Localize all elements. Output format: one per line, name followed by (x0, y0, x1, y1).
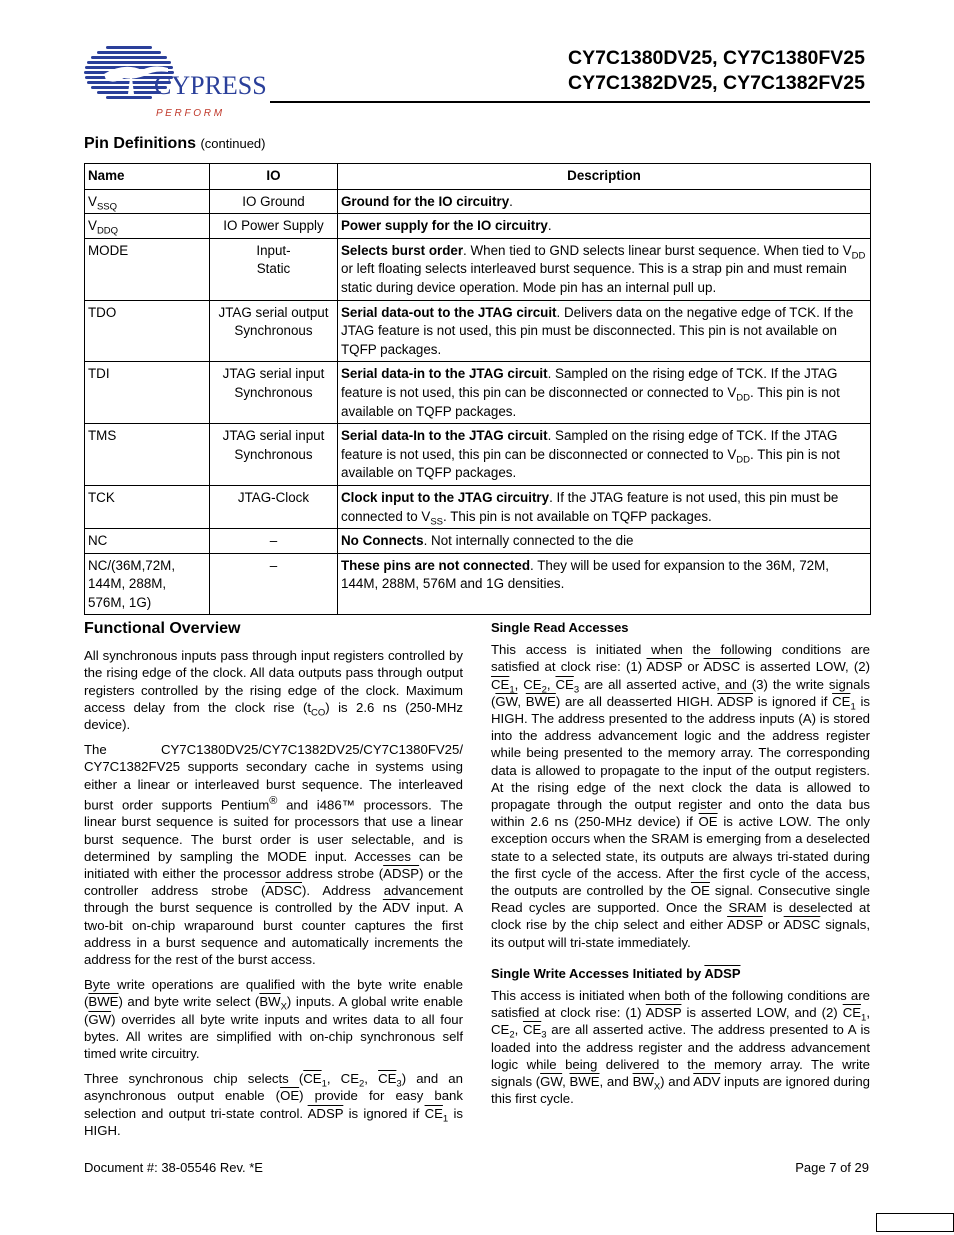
pin-name: NC (85, 529, 210, 554)
functional-overview-column (84, 620, 463, 1147)
table-row (85, 300, 871, 362)
pin-definitions-table (84, 163, 871, 615)
single-write-heading: Single Write Accesses Initiated by ADSP (491, 965, 741, 981)
table-row (85, 214, 871, 239)
brand-tagline: P E R F O R M (156, 108, 223, 119)
document-title (470, 46, 865, 96)
paragraph: All synchronous inputs pass through input registers controlled by the rising edge of the clock. All data outputs pass through output registers controlled by the rising edge of the clock. Maximum access delay from the clock rise $(t_{CO})$ is 2.6 ns (250-MHz device). (84, 648, 463, 733)
functional-overview-heading: Functional Overview (84, 620, 241, 637)
pin-name: $V_{DDQ}$ (85, 214, 210, 239)
pin-description: No Connects. Not internally connected to the die (338, 529, 871, 554)
access-modes-column (491, 619, 870, 1115)
header-description: Description (338, 164, 871, 190)
pin-io: – (210, 529, 338, 554)
table-row (85, 485, 871, 528)
header-rule (270, 101, 870, 103)
pin-name: NC/(36M,72M, 144M, 288M, 576M, 1G) (85, 553, 210, 615)
pin-name: TCK (85, 485, 210, 528)
paragraph: Three synchronous chip selects ($\overline{CE}_1$, $CE_2$, $\overline{CE}_3$) and an asynchronous output enable $(\overline{OE})$ provide for easy bank selection and output tri-state control. ADSP is ignored if $\overline{CE}_1$ is HIGH. (84, 1071, 463, 1138)
pin-io: JTAG serial input Synchronous (210, 362, 338, 424)
table-row (85, 529, 871, 554)
pin-io: – (210, 553, 338, 615)
page-number: Page 7 of 29 (795, 1160, 869, 1175)
pin-description: Clock input to the JTAG circuitry. If the JTAG feature is not used, this pin must be connected to $V_{SS}$. This pin is not available on TQFP packages. (338, 485, 871, 528)
pin-definitions-heading: Pin Definitions (84, 135, 196, 152)
single-read-heading: Single Read Accesses (491, 620, 629, 635)
pin-description: Ground for the IO circuitry. (338, 189, 871, 214)
pin-name: TDI (85, 362, 210, 424)
title-line-1: CY7C1380DV25, CY7C1380FV25 (567, 47, 865, 69)
table-row (85, 362, 871, 424)
pin-name: TDO (85, 300, 210, 362)
pin-io: IO Ground (210, 189, 338, 214)
document-number: Document #: 38-05546 Rev. *E (84, 1160, 263, 1175)
pin-description: Serial data-in to the JTAG circuit. Sampled on the rising edge of TCK. If the JTAG feature is not used, this pin can be disconnected or connected to $V_{DD}$. This pin is not available on TQFP packages. (338, 362, 871, 424)
pin-io: IO Power Supply (210, 214, 338, 239)
pin-io: JTAG-Clock (210, 485, 338, 528)
pin-description: Power supply for the IO circuitry. (338, 214, 871, 239)
table-row (85, 189, 871, 214)
paragraph: The CY7C1380DV25/CY7C1382DV25/CY7C1380FV25/ CY7C1382FV25 supports secondary cache in systems using either a linear or interleaved burst sequence. The interleaved burst order supports Pentium® and i486™ processors. The linear burst sequence is suited for processors that use a linear burst sequence. The burst order is user selectable, and is determined by sampling the MODE input. Accesses can be initiated with either the processor address strobe (ADSP) or the controller address strobe (ADSC). Address advancement through the burst sequence is controlled by the $\overline{ADV}$ input. A two-bit on-chip wraparound burst counter captures the first address in a burst sequence and automatically increments the address for the rest of the burst access. (84, 742, 463, 968)
header-io: IO (210, 164, 338, 190)
pin-name: TMS (85, 424, 210, 486)
pin-name: $V_{SSQ}$ (85, 189, 210, 214)
pin-description: Selects burst order. When tied to GND selects linear burst sequence. When tied to $V_{DD}$ or left floating selects interleaved burst sequence. This is a strap pin and must remain static during device operation. Mode pin has an internal pull up. (338, 238, 871, 300)
pin-io: Input- Static (210, 238, 338, 300)
title-line-2: CY7C1382DV25, CY7C1382FV25 (567, 72, 865, 94)
pin-name: MODE (85, 238, 210, 300)
pin-description: These pins are not connected. They will be used for expansion to the 36M, 72M, 144M, 288M, 576M and 1G densities. (338, 553, 871, 615)
table-row (85, 424, 871, 486)
brand-name: CYPRESS (154, 71, 267, 100)
cypress-logo (84, 44, 268, 120)
pin-io: JTAG serial input Synchronous (210, 424, 338, 486)
table-header-row (85, 164, 871, 190)
paragraph: Byte write operations are qualified with the byte write enable $(\overline{BWE})$ and byte write select $(\overline{BW}_X)$ inputs. A global write enable $(\overline{GW})$ overrides all byte write inputs and writes data to all four bytes. All writes are simplified with on-chip synchronous self timed write circuitry. (84, 977, 464, 1062)
pin-definitions-title (84, 135, 266, 153)
pin-description: Serial data-In to the JTAG circuit. Sampled on the rising edge of TCK. If the JTAG feature is not used, this pin can be disconnected or connected to $V_{DD}$. This pin is not available on TQFP packages. (338, 424, 871, 486)
paragraph: This access is initiated when both of the following conditions are satisfied at clock rise: (1) ADSP is asserted LOW, and (2) $\overline{CE}_1$, $CE_2$, $\overline{CE}_3$ are all asserted active. The address presented to A is loaded into the address register and the address advancement logic while being delivered to the memory array. The write signals ($\overline{GW}$, $\overline{BWE}$, and $\overline{BW}_X$) and $\overline{ADV}$ inputs are ignored during this first cycle. (491, 988, 871, 1107)
pin-description: Serial data-out to the JTAG circuit. Delivers data on the negative edge of TCK. If the JTAG feature is not used, this pin must be disconnected. This pin is not available on TQFP packages. (338, 300, 871, 362)
pin-io: JTAG serial output Synchronous (210, 300, 338, 362)
continued-label: (continued) (200, 136, 266, 151)
table-row (85, 238, 871, 300)
header-name: Name (85, 164, 210, 190)
feedback-box[interactable] (876, 1213, 954, 1232)
table-row (85, 553, 871, 615)
paragraph: This access is initiated when the following conditions are satisfied at clock rise: (1) ADSP or ADSC is asserted LOW, (2) $\overline{CE}_1$, $CE_2$, $\overline{CE}_3$ are all asserted active, and (3) the write signals ($\overline{GW}$, $\overline{BWE}$) are all deasserted HIGH. ADSP is ignored if $\overline{CE}_1$ is HIGH. The address presented to the address inputs (A) is stored into the address advancement logic and the address register while being presented to the memory array. The corresponding data is allowed to propagate to the input of the output registers. At the rising edge of the next clock the data is allowed to propagate through the output register and onto the data bus within 2.6 ns (250-MHz device) if $\overline{OE}$ is active LOW. The only exception occurs when the SRAM is emerging from a deselected state to a selected state, its outputs are always tri-stated during the first cycle of the access. After the first cycle of the access, the outputs are controlled by the $\overline{OE}$ signal. Consecutive single Read cycles are supported. Once the SRAM is deselected at clock rise by the chip select and either ADSP or ADSC signals, its output will tri-state immediately. (491, 642, 871, 950)
